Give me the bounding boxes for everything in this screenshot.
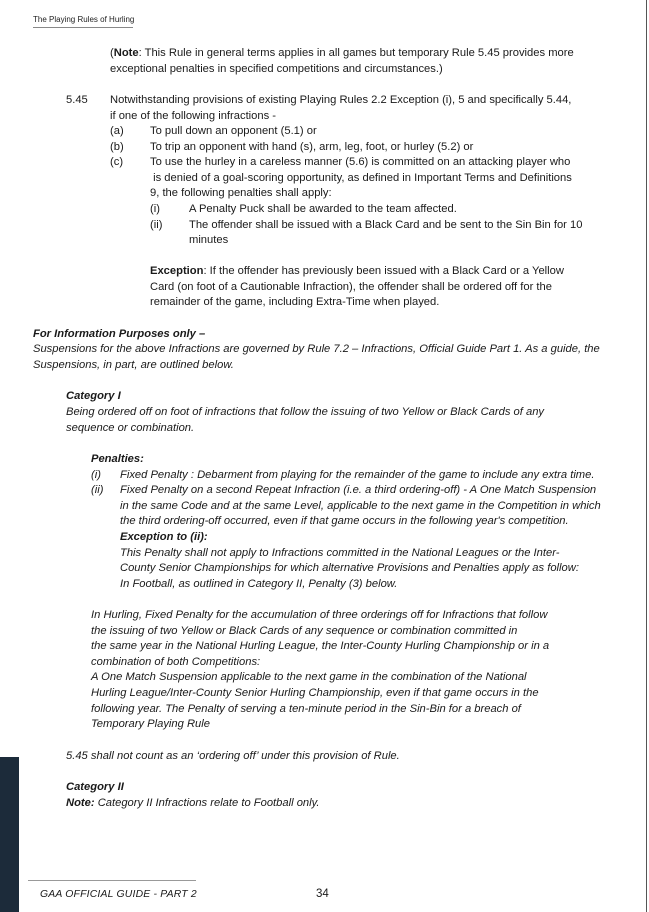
footer-title: GAA OFFICIAL GUIDE - PART 2: [40, 889, 197, 900]
note-line-2: exceptional penalties in specified competitions and circumstances.): [110, 63, 443, 75]
item-b-text: To trip an opponent with hand (s), arm, leg, foot, or hurley (5.2) or: [150, 141, 474, 153]
side-accent-bar: [0, 757, 19, 912]
exception-bold-label: Exception: [150, 265, 204, 277]
sub-item-i-label: (i): [150, 203, 160, 215]
item-b-label: (b): [110, 141, 124, 153]
sub-item-ii-line-2: minutes: [189, 234, 229, 246]
exception-ii-heading: Exception to (ii):: [120, 531, 208, 543]
item-c-text: To use the hurley in a careless manner (5.6) is committed on an attacking player who: [150, 156, 571, 168]
item-a-label: (a): [110, 125, 124, 137]
info-line-2: Suspensions, in part, are outlined below.: [33, 359, 234, 371]
page-edge-line: [646, 0, 647, 912]
category-2-note-text: Category II Infractions relate to Football only.: [94, 797, 320, 809]
hurling-line-2: the issuing of two Yellow or Black Cards of any sequence or combination committed in: [91, 625, 518, 637]
exception-ii-line-1: This Penalty shall not apply to Infractions committed in the National Leagues or the Inter-: [120, 547, 560, 559]
item-c-label: (c): [110, 156, 124, 168]
category-2-note-label: Note:: [66, 797, 95, 809]
header-divider: [33, 27, 133, 28]
category-2-title: Category II: [66, 781, 124, 793]
rule-intro-line-2: if one of the following infractions -: [110, 110, 277, 122]
category-1-title: Category I: [66, 390, 121, 402]
exception-line-2: Card (on foot of a Cautionable Infraction), the offender shall be ordered off for the: [150, 281, 552, 293]
penalty-i-text: Fixed Penalty : Debarment from playing for the remainder of the game to include any extra time.: [120, 469, 595, 481]
rule-intro-line-1: Notwithstanding provisions of existing Playing Rules 2.2 Exception (i), 5 and specifically 5.44,: [110, 94, 572, 106]
hurling-line-6: Hurling League/Inter-County Senior Hurling Championship, even if that game occurs in the: [91, 687, 539, 699]
category-2-note: [66, 796, 320, 812]
footer-divider: [28, 880, 196, 881]
hurling-line-7: following year. The Penalty of serving a ten-minute period in the Sin-Bin for a breach of: [91, 703, 521, 715]
sub-item-ii-text: The offender shall be issued with a Black Card and be sent to the Sin Bin for 10: [189, 219, 583, 231]
running-header: The Playing Rules of Hurling: [33, 15, 135, 24]
sub-item-ii-label: (ii): [150, 219, 163, 231]
info-line-1: Suspensions for the above Infractions are governed by Rule 7.2 – Infractions, Official Guide Part 1. As a guide, the: [33, 343, 600, 355]
penalty-i-label: (i): [91, 469, 101, 481]
note-line-1: (Note: This Rule in general terms applies in all games but temporary Rule 5.45 provides more: [110, 47, 574, 59]
item-c-line-2: is denied of a goal-scoring opportunity, as defined in Important Terms and Definitions: [150, 172, 572, 184]
rule-number: 5.45: [66, 94, 88, 106]
penalty-ii-line-1: Fixed Penalty on a second Repeat Infraction (i.e. a third ordering-off) - A One Match Suspension: [120, 484, 597, 496]
page-number: 34: [316, 888, 329, 900]
item-a-text: To pull down an opponent (5.1) or: [150, 125, 317, 137]
hurling-line-5: A One Match Suspension applicable to the next game in the combination of the National: [91, 671, 527, 683]
exception-line-1: [150, 264, 564, 280]
sub-item-i-text: A Penalty Puck shall be awarded to the team affected.: [189, 203, 457, 215]
category-1-line-2: sequence or combination.: [66, 422, 195, 434]
hurling-line-8: Temporary Playing Rule: [91, 718, 210, 730]
category-1-line-1: Being ordered off on foot of infractions that follow the issuing of two Yellow or Black Cards of any: [66, 406, 545, 418]
hurling-line-1: In Hurling, Fixed Penalty for the accumulation of three orderings off for Infractions that follow: [91, 609, 548, 621]
exception-line-3: remainder of the game, including Extra-Time when played.: [150, 296, 440, 308]
hurling-line-4: combination of both Competitions:: [91, 656, 261, 668]
item-c-line-3: 9, the following penalties shall apply:: [150, 187, 332, 199]
note-bold-label: Note: [113, 47, 139, 59]
hurling-line-3: the same year in the National Hurling League, the Inter-County Hurling Championship or in a: [91, 640, 550, 652]
penalty-ii-line-3: the third ordering-off occurred, even if that game occurs in the following year's competition.: [120, 515, 569, 527]
exception-ii-line-3: In Football, as outlined in Category II, Penalty (3) below.: [120, 578, 398, 590]
exception-text: : If the offender has previously been issued with a Black Card or a Yellow: [203, 265, 564, 277]
note-text: : This Rule in general terms applies in all games but temporary Rule 5.45 provides more: [138, 47, 574, 59]
exception-ii-line-2: County Senior Championships for which alternative Provisions and Penalties apply as follow:: [120, 562, 579, 574]
info-heading: For Information Purposes only –: [33, 328, 206, 340]
penalty-ii-label: (ii): [91, 484, 104, 496]
closing-statement: 5.45 shall not count as an ‘ordering off’ under this provision of Rule.: [66, 750, 400, 762]
penalties-heading: Penalties:: [91, 453, 144, 465]
penalty-ii-line-2: in the same Code and at the same Level, applicable to the next game in the Competition in which: [120, 500, 601, 512]
